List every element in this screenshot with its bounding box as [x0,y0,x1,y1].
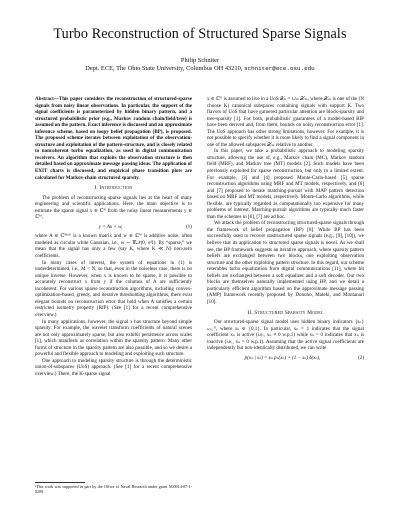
footnote-divider [35,482,85,483]
author-name: Philip Schniter [180,57,220,64]
equation-2-body: p(xₙ | sₙ) = sₙ pₙ(xₙ) + (1 − sₙ) δ(xₙ), [244,354,321,361]
left-column [35,96,192,377]
author-affiliation-line [0,65,400,73]
intro-paragraph-2: where A ∈ ℂᴹˣᴺ is a known matrix and w ∈ ℂᴹ is additive noise, often modeled as circular white Gaussian, i.e., w ∼ 𝒞𝒩(0, σ²I). By “sparse,” we mean that the signal has only a few (say K, where K ≪ N) non-zero coefficients. [35,233,192,260]
paper-title: Turbo Reconstruction of Structured Sparse Signals [53,26,347,42]
equation-1 [35,224,192,231]
footnote: ¹This work was supported in part by the Office of Naval Research under grant N00014-07-1-0209. [35,484,192,494]
equation-2-number: (2) [358,354,364,361]
right-paragraph-1: x ∈ ℂᴺ is assumed to live in a UoS 𝒳ₖ = ∪ₘ 𝒳ₘ, where 𝒳ₘ is one of the (N choose K) canonical subspaces containing signals with support K. Two flavors of UoS that have garnered particular attention are block-sparsity and tree-sparsity [1]. For both, probabilistic guarantees of a model-based RIP have been derived and, from them, bounds on noisy reconstruction error [1]. The UoS approach has other strong limitations, however. For example, it is not possible to specify whether it is more likely to find a signal component in one of the allowed subspaces 𝒳ₘ relative to another. [207,96,364,148]
equation-1-number: (1) [186,223,192,230]
author-affiliation: Dept. ECE, The Ohio State University, Columbus OH 43210, [85,65,243,72]
right-column [207,96,364,364]
intro-paragraph-5: One approach to modeling sparsity structure is through the deterministic union-of-subspaces (UoS) approach. (See [1] for a recent comprehensive overview.) There, the K-sparse signal [35,357,192,377]
section-heading-model: II. Structured Sparsity Model [247,309,324,316]
right-paragraph-2: In this paper, we take a probabilistic approach to modeling sparsity structure, allowing the use of, e.g., Markov chain (MC), Markov random field (MRF), and Markov tree (MT) models [2]. Such models have been previously exploited for sparse reconstruction, but only to a limited extent. For example, [3] and [4] proposed Monte-Carlo-based [5] sparse reconstruction algorithms using MRF and MT models, respectively, and [6] and [7] proposed to iterate matching-pursuit with MAP pattern detection based on MRF and MT models, respectively. Monte-Carlo algorithms, while flexible, are typically regarded as computationally too expensive for many problems of interest. Matching-pursuit algorithms are typically much faster than the schemes in [6], [7] are ad hoc. [207,148,364,220]
author-email: schniter@ece.osu.edu [244,65,315,72]
right-paragraph-3: We attack the problem of reconstructing structured-sparse signals through the framework of belief propagation (BP) [8]. While BP has been successfully used to recover unstructured sparse signals (e.g., [9], [10]), we believe that its application to structured sparse signals is novel. As we shall see, the BP framework suggests an iterative approach, where sparsity pattern beliefs are exchanged between two blocks, one exploiting observation structure and the other exploiting pattern structure. In this regard, our scheme resembles turbo equalization from digital communications [11], where bit beliefs are exchanged between a soft equalizer and a soft decoder. Our two blocks are themselves naturally implemented using BP, and we detail a particularly efficient algorithm based on the approximate message passing (AMP) framework recently proposed by Donoho, Maleki, and Montanari [10]. [207,220,364,305]
abstract-text: Abstract—This paper considers the reconstruction of structured-sparse signals from noisy linear observations. In particular, the support of the signal coefficients is parameterized by hidden binary pattern, and a structured probabilistic prior (e.g., Markov random chain/field/tree) is assumed on the pattern. Exact inference is discussed and an approximate inference scheme, based on loopy belief propagation (BP), is proposed. The proposed scheme iterates between exploitation of the observation-structure and exploitation of the pattern-structure, and is closely related to noncoherent turbo equalization, as used in digital communication receivers. An algorithm that exploits the observation structure is then detailed based on approximate message passing ideas. The application of EXIT charts is discussed, and empirical phase transition plots are calculated for Markov-chain structured sparsity. [35,96,192,181]
intro-paragraph-4: In many applications, however, the signal x has structure beyond simple sparsity. For example, the wavelet transform coefficients of natural scenes are not only approximately sparse, but also exhibit persistence across scales [1], which manifests as correlation within the sparsity pattern. Many other forms of structure in the sparsity pattern are also possible, and so we desire a powerful and flexible approach to modeling and exploiting such structure. [35,318,192,358]
section-heading-introduction: I. Introduction [94,185,133,192]
equation-1-body: y = Ax + w, [98,223,123,230]
intro-paragraph-1: The problem of reconstructing sparse signals lies at the heart of many engineering and scientific applications. Here, the main objective is to estimate the sparse signal x ∈ ℂᴺ from the noisy linear measurements y ∈ ℂᴹ, [35,194,192,221]
equation-2 [207,355,364,362]
intro-paragraph-3: In many cases of interest, the system of equations in (1) is underdetermined, i.e., M < N, so that, even in the noiseless case, there is no unique inverse. However, when x is known to be sparse, it is possible to accurately reconstruct x from y if the columns of A are sufficiently incoherent. For various sparse reconstruction algorithms, including convex-optimization-based, greedy, and iterative thresholding algorithms, there exist elegant bounds on reconstruction error that hold when A satisfies a certain restricted isometry property (RIP). (See [1] for a recent comprehensive overview.) [35,259,192,318]
author-block [0,57,400,73]
model-paragraph-1: Our structured-sparse signal model uses hidden binary indicators {sₙ}ₙ₌₁ᴺ, where sₙ ∈ {0,1}. In particular, sₙ = 1 indicates that the signal coefficient xₙ is active (i.e., xₙ ≠ 0 w.p.1) while sₙ = 0 indicates that xₙ is inactive (i.e., xₙ = 0 w.p.1). Assuming that the active signal coefficients are independently but non-identically distributed, we can write [207,319,364,352]
